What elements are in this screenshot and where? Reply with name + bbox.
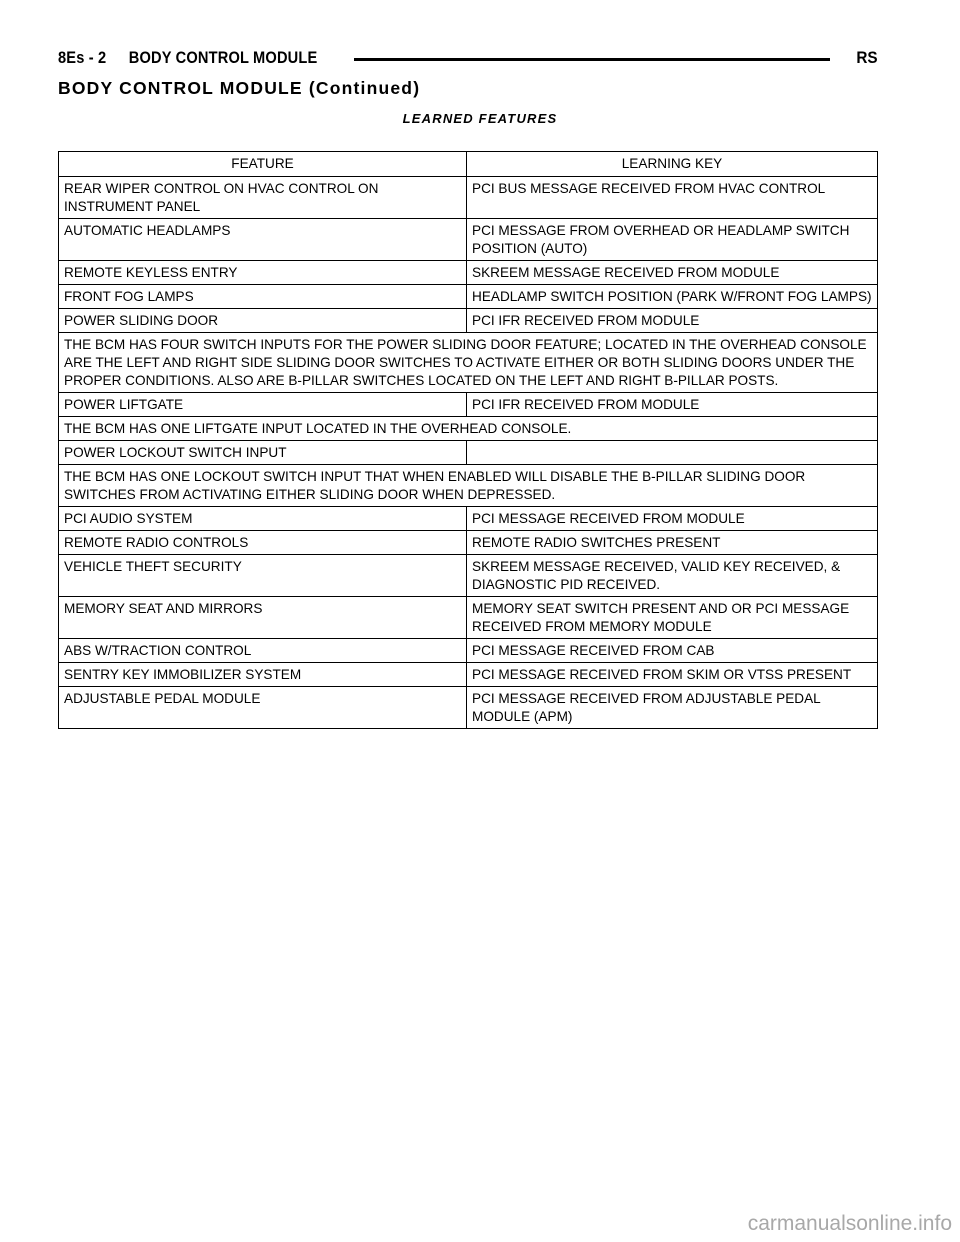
learning-key-cell: PCI MESSAGE FROM OVERHEAD OR HEADLAMP SWITCH POSITION (AUTO) bbox=[467, 219, 878, 261]
feature-cell: PCI AUDIO SYSTEM bbox=[59, 507, 467, 531]
table-row bbox=[59, 507, 878, 531]
learning-key-cell: PCI IFR RECEIVED FROM MODULE bbox=[467, 393, 878, 417]
table-row bbox=[59, 177, 878, 219]
section-title: BODY CONTROL MODULE (Continued) bbox=[58, 78, 421, 98]
note-cell: THE BCM HAS ONE LOCKOUT SWITCH INPUT THAT WHEN ENABLED WILL DISABLE THE B-PILLAR SLIDING DOOR SWITCHES FROM ACTIVATING EITHER SLIDING DOOR WHEN DEPRESSED. bbox=[59, 465, 878, 507]
learning-key-cell: SKREEM MESSAGE RECEIVED FROM MODULE bbox=[467, 261, 878, 285]
table-row bbox=[59, 219, 878, 261]
table-row bbox=[59, 417, 878, 441]
feature-cell: POWER SLIDING DOOR bbox=[59, 309, 467, 333]
learning-key-cell: HEADLAMP SWITCH POSITION (PARK W/FRONT FOG LAMPS) bbox=[467, 285, 878, 309]
feature-cell: VEHICLE THEFT SECURITY bbox=[59, 555, 467, 597]
watermark: carmanualsonline.info bbox=[747, 1212, 952, 1235]
header-model: RS bbox=[856, 48, 878, 67]
table-row bbox=[59, 555, 878, 597]
page-number: 8Es - 2 bbox=[58, 48, 107, 67]
feature-cell: ABS W/TRACTION CONTROL bbox=[59, 639, 467, 663]
feature-cell: REAR WIPER CONTROL ON HVAC CONTROL ON INSTRUMENT PANEL bbox=[59, 177, 467, 219]
feature-cell: AUTOMATIC HEADLAMPS bbox=[59, 219, 467, 261]
learning-key-cell: PCI MESSAGE RECEIVED FROM CAB bbox=[467, 639, 878, 663]
feature-cell: REMOTE RADIO CONTROLS bbox=[59, 531, 467, 555]
header-left bbox=[58, 48, 317, 68]
feature-cell: POWER LOCKOUT SWITCH INPUT bbox=[59, 441, 467, 465]
column-header-feature: FEATURE bbox=[59, 152, 467, 177]
note-cell: THE BCM HAS ONE LIFTGATE INPUT LOCATED IN THE OVERHEAD CONSOLE. bbox=[59, 417, 878, 441]
note-cell: THE BCM HAS FOUR SWITCH INPUTS FOR THE POWER SLIDING DOOR FEATURE; LOCATED IN THE OVERHEAD CONSOLE ARE THE LEFT AND RIGHT SIDE SLIDING DOOR SWITCHES TO ACTIVATE EITHER OR BOTH SLIDING DOORS UNDER THE PROPER CONDITIONS. ALSO ARE B-PILLAR SWITCHES LOCATED ON THE LEFT AND RIGHT B-PILLAR POSTS. bbox=[59, 333, 878, 393]
table-header-row bbox=[59, 152, 878, 177]
table-row bbox=[59, 465, 878, 507]
page-header bbox=[58, 46, 878, 72]
learning-key-cell: PCI IFR RECEIVED FROM MODULE bbox=[467, 309, 878, 333]
table-body bbox=[59, 177, 878, 729]
table-row bbox=[59, 663, 878, 687]
table-row bbox=[59, 441, 878, 465]
header-rule bbox=[354, 58, 830, 61]
learning-key-cell: PCI MESSAGE RECEIVED FROM SKIM OR VTSS PRESENT bbox=[467, 663, 878, 687]
learning-key-cell: REMOTE RADIO SWITCHES PRESENT bbox=[467, 531, 878, 555]
feature-cell: FRONT FOG LAMPS bbox=[59, 285, 467, 309]
feature-cell: ADJUSTABLE PEDAL MODULE bbox=[59, 687, 467, 729]
learning-key-cell: PCI BUS MESSAGE RECEIVED FROM HVAC CONTROL bbox=[467, 177, 878, 219]
table-row bbox=[59, 597, 878, 639]
table-row bbox=[59, 393, 878, 417]
table-row bbox=[59, 687, 878, 729]
feature-cell: POWER LIFTGATE bbox=[59, 393, 467, 417]
feature-cell: REMOTE KEYLESS ENTRY bbox=[59, 261, 467, 285]
table-row bbox=[59, 285, 878, 309]
learning-key-cell: MEMORY SEAT SWITCH PRESENT AND OR PCI MESSAGE RECEIVED FROM MEMORY MODULE bbox=[467, 597, 878, 639]
feature-cell: SENTRY KEY IMMOBILIZER SYSTEM bbox=[59, 663, 467, 687]
table-row bbox=[59, 333, 878, 393]
table-row bbox=[59, 309, 878, 333]
learning-key-cell: PCI MESSAGE RECEIVED FROM MODULE bbox=[467, 507, 878, 531]
table-row bbox=[59, 639, 878, 663]
header-section: BODY CONTROL MODULE bbox=[128, 48, 318, 67]
table-caption: LEARNED FEATURES bbox=[402, 111, 558, 126]
learning-key-cell bbox=[467, 441, 878, 465]
learned-features-table bbox=[58, 151, 878, 729]
table-row bbox=[59, 531, 878, 555]
feature-cell: MEMORY SEAT AND MIRRORS bbox=[59, 597, 467, 639]
learning-key-cell: SKREEM MESSAGE RECEIVED, VALID KEY RECEIVED, & DIAGNOSTIC PID RECEIVED. bbox=[467, 555, 878, 597]
table-row bbox=[59, 261, 878, 285]
column-header-learning-key: LEARNING KEY bbox=[467, 152, 878, 177]
learning-key-cell: PCI MESSAGE RECEIVED FROM ADJUSTABLE PEDAL MODULE (APM) bbox=[467, 687, 878, 729]
